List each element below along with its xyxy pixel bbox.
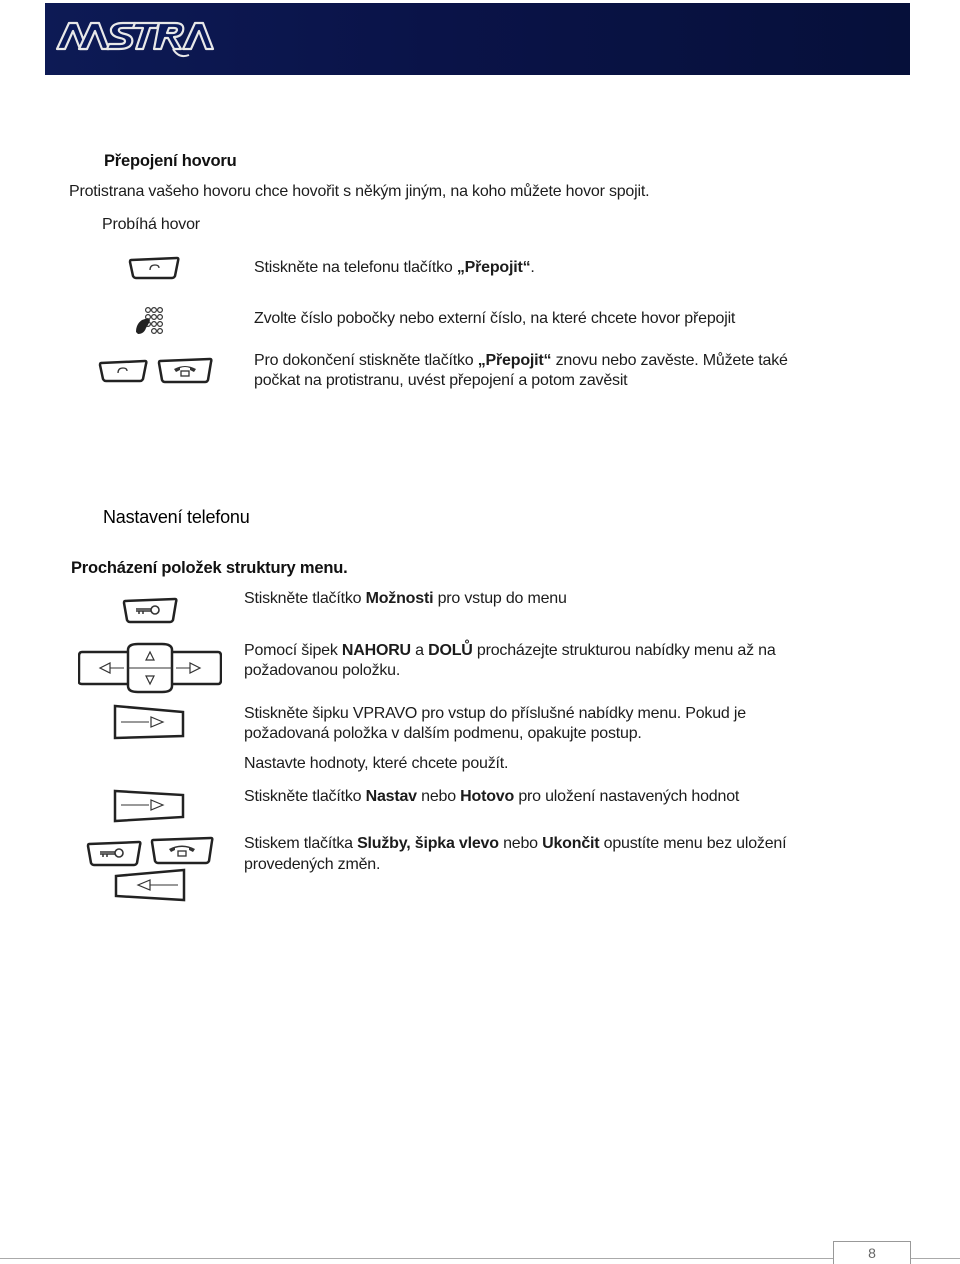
settings-subtitle: Procházení položek struktury menu. [71,559,348,577]
hangup-key-icon-2 [150,836,214,866]
settings-step2-line2: požadovanou položku. [244,662,401,679]
transfer-step2: Zvolte číslo pobočky nebo externí číslo, na které chcete hovor přepojit [254,310,736,327]
settings-step6-line2: provedených změn. [244,856,381,873]
aastra-logo [55,15,220,63]
transfer-step1: Stiskněte na telefonu tlačítko „Přepojit“. [254,259,535,276]
left-arrow-key-icon [114,868,188,902]
page-number-box [833,1241,911,1264]
settings-step3-line2: požadovaná položka v dalším podmenu, opakujte postup. [244,725,642,742]
page-number: 8 [868,1245,876,1261]
transfer-title: Přepojení hovoru [104,152,237,170]
transfer-intro: Protistrana vašeho hovoru chce hovořit s někým jiným, na koho můžete hovor spojit. [69,183,650,200]
options-key-icon-2 [86,840,142,868]
transfer-key-icon-2 [98,359,148,383]
transfer-key-icon [128,256,180,280]
footer-rule [0,1258,960,1259]
navigation-cluster-icon [78,642,222,694]
transfer-state: Probíhá hovor [102,216,200,233]
header-banner [45,3,910,75]
settings-step5: Stiskněte tlačítko Nastav nebo Hotovo pro uložení nastavených hodnot [244,788,740,805]
settings-step6: Stiskem tlačítka Služby, šipka vlevo nebo Ukončit opustíte menu bez uložení [244,835,787,852]
settings-step2: Pomocí šipek NAHORU a DOLŮ procházejte strukturou nabídky menu až na [244,642,776,659]
settings-step4: Nastavte hodnoty, které chcete použít. [244,755,509,772]
options-key-icon [122,597,178,625]
right-arrow-key-icon [113,704,187,740]
right-arrow-key-icon-2 [113,787,187,823]
settings-heading: Nastavení telefonu [103,507,250,527]
transfer-step3: Pro dokončení stiskněte tlačítko „Přepojit“ znovu nebo zavěste. Můžete také [254,352,788,369]
keypad-hand-icon [134,306,168,336]
hangup-key-icon [157,357,213,385]
settings-step1: Stiskněte tlačítko Možnosti pro vstup do menu [244,590,567,607]
settings-step3: Stiskněte šipku VPRAVO pro vstup do příslušné nabídky menu. Pokud je [244,705,746,722]
transfer-step3-line2: počkat na protistranu, uvést přepojení a potom zavěsit [254,372,628,389]
